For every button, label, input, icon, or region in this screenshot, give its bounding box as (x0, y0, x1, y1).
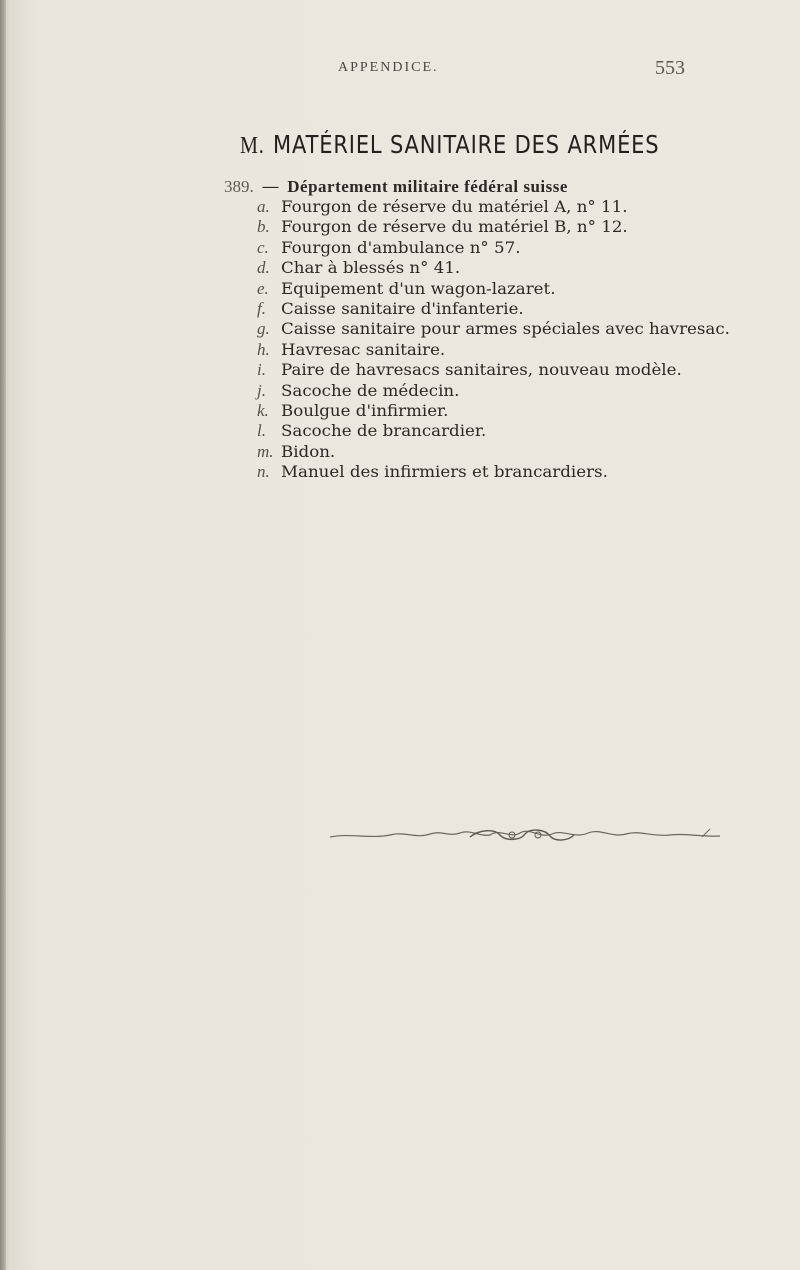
item-letter: n. (257, 462, 270, 482)
item-text: Boulgue d'infirmier. (281, 400, 449, 420)
running-head (0, 57, 800, 84)
item-letter: d. (257, 258, 270, 278)
chapter-letter: M. (240, 133, 265, 159)
list-item (257, 197, 784, 217)
item-letter: a. (257, 197, 270, 216)
catalog-entry (224, 177, 784, 482)
item-text: Caisse sanitaire pour armes spéciales avec havresac. (281, 319, 730, 339)
list-item (257, 401, 784, 421)
item-text: Fourgon de réserve du matériel B, n° 12. (281, 217, 628, 237)
item-letter: e. (257, 278, 269, 298)
item-text: Fourgon de réserve du matériel A, n° 11. (281, 197, 628, 216)
item-text: Manuel des infirmiers et brancardiers. (281, 462, 608, 482)
item-text: Caisse sanitaire d'infanterie. (281, 298, 524, 318)
chapter-title (240, 130, 659, 160)
item-letter: h. (257, 339, 270, 359)
item-letter: b. (257, 217, 270, 237)
list-item (257, 442, 784, 462)
item-text: Paire de havresacs sanitaires, nouveau modèle. (281, 360, 682, 380)
entry-number: 389. (224, 177, 254, 196)
item-text: Char à blessés n° 41. (281, 258, 461, 278)
item-letter: g. (257, 319, 270, 339)
page-number: 553 (655, 57, 685, 79)
item-text: Fourgon d'ambulance n° 57. (281, 237, 521, 257)
page-spine-shadow (0, 0, 6, 1270)
list-item (257, 279, 784, 299)
entry-header (224, 177, 784, 197)
item-letter: m. (257, 441, 274, 461)
entry-dash: — (261, 177, 280, 197)
item-letter: l. (257, 421, 266, 441)
list-item (257, 258, 784, 278)
item-list (224, 197, 784, 482)
item-text: Sacoche de brancardier. (281, 421, 487, 441)
item-letter: f. (257, 298, 266, 318)
chapter-heading: MATÉRIEL SANITAIRE DES ARMÉES (273, 130, 660, 159)
item-letter: j. (257, 380, 266, 400)
running-title: APPENDICE. (338, 60, 439, 75)
list-item (257, 421, 784, 441)
item-text: Havresac sanitaire. (281, 339, 446, 359)
item-text: Equipement d'un wagon-lazaret. (281, 278, 556, 298)
tailpiece-ornament-icon (330, 825, 720, 847)
list-item (257, 238, 784, 258)
list-item (257, 340, 784, 360)
list-item (257, 381, 784, 401)
entry-heading: Département militaire fédéral suisse (287, 177, 568, 196)
item-letter: c. (257, 237, 269, 257)
item-letter: i. (257, 360, 266, 380)
list-item (257, 299, 784, 319)
list-item (257, 217, 784, 237)
item-text: Bidon. (281, 441, 336, 461)
list-item (257, 319, 784, 339)
item-letter: k. (257, 400, 269, 420)
list-item (257, 360, 784, 380)
item-text: Sacoche de médecin. (281, 380, 460, 400)
list-item (257, 462, 784, 482)
